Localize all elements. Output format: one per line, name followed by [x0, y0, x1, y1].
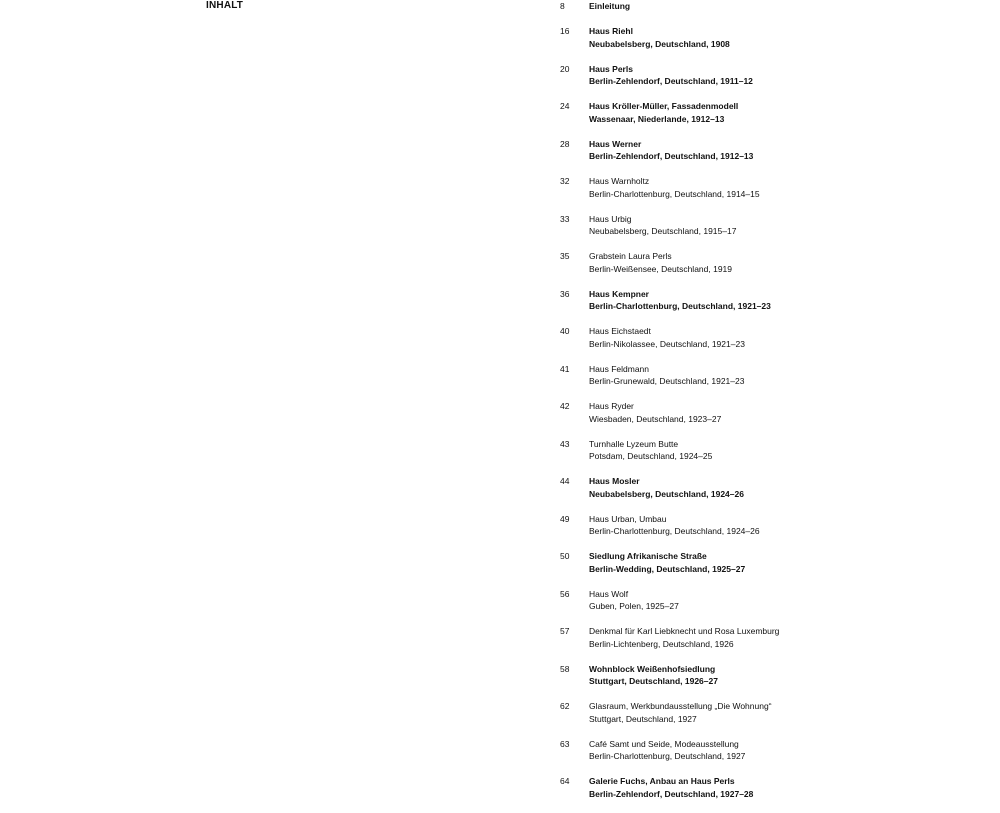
toc-entry-text [589, 475, 744, 500]
toc-entry-location: Stuttgart, Deutschland, 1927 [589, 713, 697, 724]
toc-entry-title: Haus Urban, Umbau [589, 513, 667, 524]
toc-entry-location: Berlin-Weißensee, Deutschland, 1919 [589, 263, 733, 274]
toc-entry-location: Neubabelsberg, Deutschland, 1915–17 [589, 226, 737, 236]
toc-entry-location: Berlin-Lichtenberg, Deutschland, 1926 [589, 638, 734, 649]
toc-entry-location: Potsdam, Deutschland, 1924–25 [589, 451, 713, 461]
toc-page-number: 24 [560, 101, 570, 111]
toc-entry-location: Neubabelsberg, Deutschland, 1924–26 [589, 488, 744, 499]
toc-entry-text [589, 250, 732, 275]
toc-entry-location: Guben, Polen, 1925–27 [589, 601, 679, 611]
toc-page-number: 56 [560, 588, 570, 599]
toc-page-number: 28 [560, 138, 570, 149]
toc-entry[interactable] [560, 363, 980, 401]
toc-entry-text [589, 0, 630, 13]
toc-entry-title: Haus Warnholtz [589, 176, 650, 186]
toc-entry-title: Haus Feldmann [589, 363, 650, 374]
table-of-contents [560, 0, 980, 813]
toc-page-number: 62 [560, 701, 570, 711]
toc-entry[interactable] [560, 400, 980, 438]
toc-entry-text [589, 700, 772, 725]
toc-entry[interactable] [560, 288, 980, 326]
toc-entry-title: Haus Ryder [589, 401, 634, 411]
toc-entry-location: Berlin-Zehlendorf, Deutschland, 1927–28 [589, 788, 754, 799]
toc-entry[interactable] [560, 0, 980, 25]
toc-entry-title: Einleitung [589, 1, 631, 11]
toc-entry-text [589, 25, 730, 50]
toc-entry[interactable] [560, 513, 980, 551]
toc-entry[interactable] [560, 550, 980, 588]
toc-entry-title: Siedlung Afrikanische Straße [589, 551, 707, 561]
toc-entry-text [589, 325, 745, 350]
toc-entry[interactable] [560, 700, 980, 738]
toc-entry-text [589, 363, 744, 388]
toc-entry-text [589, 438, 712, 463]
toc-entry-location: Berlin-Zehlendorf, Deutschland, 1912–13 [589, 151, 754, 161]
toc-page-number: 64 [560, 776, 570, 786]
toc-entry-title: Haus Urbig [589, 213, 632, 224]
toc-entry-location: Neubabelsberg, Deutschland, 1908 [589, 38, 730, 49]
toc-page-number: 16 [560, 26, 570, 36]
toc-entry-title: Galerie Fuchs, Anbau an Haus Perls [589, 776, 735, 786]
toc-entry-text [589, 400, 721, 425]
toc-page-number: 35 [560, 251, 570, 261]
toc-entry[interactable] [560, 250, 980, 288]
toc-entry-text [589, 550, 745, 575]
toc-entry-text [589, 213, 736, 238]
toc-entry[interactable] [560, 475, 980, 513]
toc-entry-text [589, 138, 753, 163]
toc-entry-location: Berlin-Nikolassee, Deutschland, 1921–23 [589, 338, 745, 349]
toc-entry[interactable] [560, 588, 980, 626]
toc-entry-title: Haus Kempner [589, 288, 649, 299]
toc-entry-title: Haus Eichstaedt [589, 326, 651, 336]
toc-entry[interactable] [560, 663, 980, 701]
toc-entry[interactable] [560, 63, 980, 101]
toc-entry-title: Haus Perls [589, 63, 633, 74]
toc-entry-text [589, 513, 760, 538]
toc-page-number: 57 [560, 626, 570, 636]
toc-page-number: 20 [560, 63, 570, 74]
toc-entry-title: Turnhalle Lyzeum Butte [589, 438, 679, 449]
toc-entry-location: Wiesbaden, Deutschland, 1923–27 [589, 413, 722, 424]
toc-entry[interactable] [560, 438, 980, 476]
toc-entry-location: Stuttgart, Deutschland, 1926–27 [589, 676, 718, 686]
toc-entry-title: Café Samt und Seide, Modeausstellung [589, 738, 739, 749]
toc-page-number: 63 [560, 738, 570, 749]
toc-page-number: 43 [560, 438, 570, 449]
toc-entry-location: Berlin-Charlottenburg, Deutschland, 1914–15 [589, 188, 760, 199]
toc-entry-text [589, 775, 753, 800]
toc-entry[interactable] [560, 213, 980, 251]
toc-entry[interactable] [560, 325, 980, 363]
toc-entry-text [589, 663, 718, 688]
toc-entry-location: Wassenaar, Niederlande, 1912–13 [589, 113, 725, 124]
toc-page-number: 32 [560, 176, 570, 186]
toc-entry-text [589, 288, 771, 313]
toc-entry-location: Berlin-Grunewald, Deutschland, 1921–23 [589, 376, 745, 386]
toc-entry-location: Berlin-Charlottenburg, Deutschland, 1924–26 [589, 526, 760, 536]
toc-page-number: 8 [560, 1, 565, 11]
toc-entry-title: Glasraum, Werkbundausstellung „Die Wohnung“ [589, 701, 772, 711]
toc-entry-text [589, 63, 753, 88]
toc-entry[interactable] [560, 175, 980, 213]
toc-entry-title: Denkmal für Karl Liebknecht und Rosa Luxemburg [589, 626, 780, 636]
toc-entry-text [589, 738, 745, 763]
toc-page-number: 50 [560, 551, 570, 561]
toc-entry-title: Haus Werner [589, 138, 642, 149]
toc-page-number: 33 [560, 213, 570, 224]
toc-entry[interactable] [560, 100, 980, 138]
toc-entry-text [589, 100, 738, 125]
toc-entry-location: Berlin-Charlottenburg, Deutschland, 1927 [589, 751, 746, 761]
toc-entry-text [589, 588, 679, 613]
toc-page-number: 40 [560, 326, 570, 336]
toc-entry-location: Berlin-Zehlendorf, Deutschland, 1911–12 [589, 76, 753, 86]
toc-page-number: 41 [560, 363, 570, 374]
toc-page-number: 36 [560, 288, 570, 299]
toc-entry[interactable] [560, 25, 980, 63]
toc-entry-title: Haus Mosler [589, 476, 640, 486]
toc-entry-location: Berlin-Wedding, Deutschland, 1925–27 [589, 563, 746, 574]
toc-entry-title: Haus Riehl [589, 26, 633, 36]
toc-page-number: 42 [560, 401, 570, 411]
toc-page-number: 49 [560, 513, 570, 524]
toc-heading: INHALT [206, 0, 244, 11]
toc-entry-location: Berlin-Charlottenburg, Deutschland, 1921–23 [589, 301, 771, 311]
toc-entry-title: Wohnblock Weißenhofsiedlung [589, 663, 716, 674]
toc-entry[interactable] [560, 738, 980, 776]
toc-entry-title: Haus Kröller-Müller, Fassadenmodell [589, 101, 739, 111]
toc-entry-text [589, 175, 760, 200]
toc-entry-title: Haus Wolf [589, 588, 629, 599]
toc-entry-text [589, 625, 779, 650]
toc-entry-title: Grabstein Laura Perls [589, 251, 672, 261]
toc-entry[interactable] [560, 775, 980, 813]
toc-page-number: 44 [560, 476, 570, 486]
toc-entry[interactable] [560, 625, 980, 663]
toc-page-number: 58 [560, 663, 570, 674]
toc-entry[interactable] [560, 138, 980, 176]
